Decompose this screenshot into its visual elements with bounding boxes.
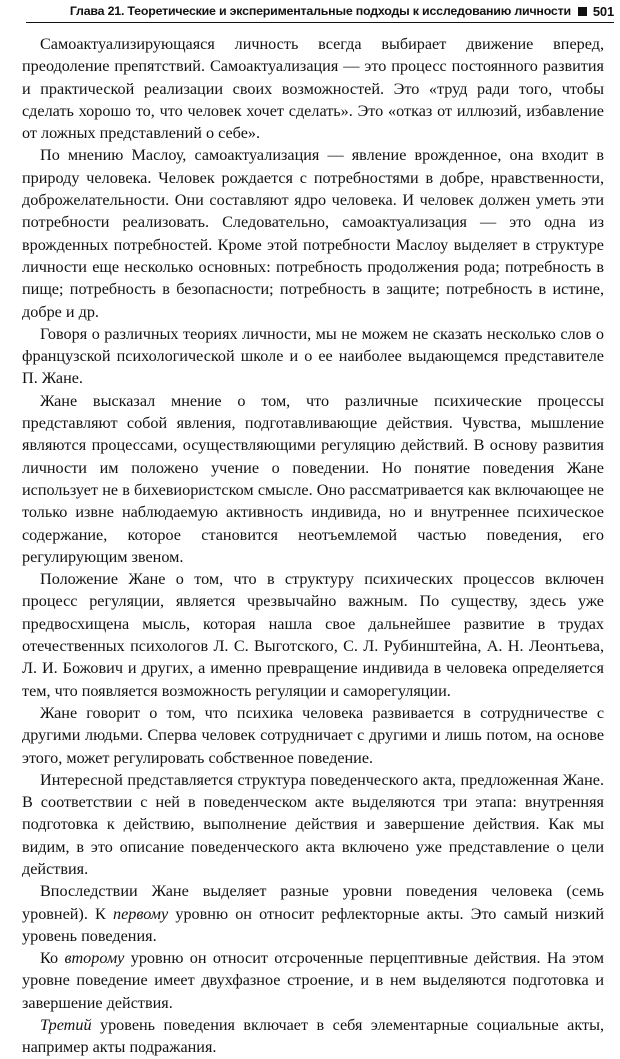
paragraph: Положение Жане о том, что в структуру психических процессов включен процесс регуляции, является чрезвычайно важным. По существу, здесь уже предвосхищена мысль, которая нашла свое дальнейшее развитие в трудах отечественных психологов Л. С. Выготского, С. Л. Рубинштейна, А. Н. Леонтьева, Л. И. Божович и других, а именно превращение индивида в человека определяется тем, что появляется возможность регуляции и саморегуляции. xyxy=(22,570,604,700)
italic-term: второму xyxy=(64,949,125,968)
paragraph: По мнению Маслоу, самоактуализация — явление врожденное, она входит в природу человека. Человек рождается с потребностями в добре, нравственности, доброжелательности. Они составляют ядро человека. И человек должен уметь эти потребности реализовать. Следовательно, самоактуализация — это одна из врожденных потребностей. Кроме этой потребности Маслоу выделяет в структуре личности еще несколько основных: потребность продолжения рода; потребность в пище; потребность в безопасности; потребность в защите; потребность в истине, добре и др. xyxy=(22,146,604,321)
running-header xyxy=(26,0,614,23)
paragraph: Говоря о различных теориях личности, мы не можем не сказать несколько слов о французской психологической школе и о ее наиболее выдающемся представителе П. Жане. xyxy=(22,324,604,388)
paragraph: Третий уровень поведения включает в себя элементарные социальные акты, например акты подражания. xyxy=(22,1016,604,1057)
page-number: 501 xyxy=(592,3,614,19)
chapter-title: Глава 21. Теоретические и экспериментальные подходы к исследованию личности xyxy=(69,4,571,18)
paragraph: Жане говорит о том, что психика человека развивается в сотрудничестве с другими людьми. Сперва человек сотрудничает с другими и лишь потом, на основе этого, может регулировать собственное поведение. xyxy=(22,703,604,767)
body-text xyxy=(22,33,604,1059)
italic-term: Третий xyxy=(40,1016,92,1035)
paragraph: Жане высказал мнение о том, что различные психические процессы представляют собой явления, подготавливающие действия. Чувства, мышление являются процессами, осуществляющими регуляцию действий. В основу развития личности им положено учение о поведении. Но понятие поведения Жане использует не в бихевиористском смысле. Оно рассматривается как включающее не только извне наблюдаемую активность индивида, но и внутреннее психическое содержание, которое становится неотъемлемой частью поведения, его регулирующим звеном. xyxy=(22,391,604,566)
square-bullet-icon xyxy=(578,7,587,16)
paragraph: Впоследствии Жане выделяет разные уровни поведения человека (семь уровней). К первому уровню он относит рефлекторные акты. Это самый низкий уровень поведения. xyxy=(22,882,604,945)
paragraph: Ко второму уровню он относит отсроченные перцептивные действия. На этом уровне поведение имеет двухфазное строение, и в нем выделяются подготовка и завершение действия. xyxy=(22,949,604,1012)
paragraph: Интересной представляется структура поведенческого акта, предложенная Жане. В соответствии с ней в поведенческом акте выделяются три этапа: внутренняя подготовка к действию, выполнение действия и завершение действия. Как мы видим, в это описание поведенческого акта включено уже представление о цели действия. xyxy=(22,770,604,878)
italic-term: первому xyxy=(113,904,169,923)
paragraph: Самоактуализирующаяся личность всегда выбирает движение вперед, преодоление препятствий. Самоактуализация — это процесс постоянного развития и практической реализации своих возможностей. Это «труд ради того, чтобы сделать хорошо то, что человек хочет сделать». Это «отказ от иллюзий, избавление от ложных представлений о себе». xyxy=(22,35,604,143)
